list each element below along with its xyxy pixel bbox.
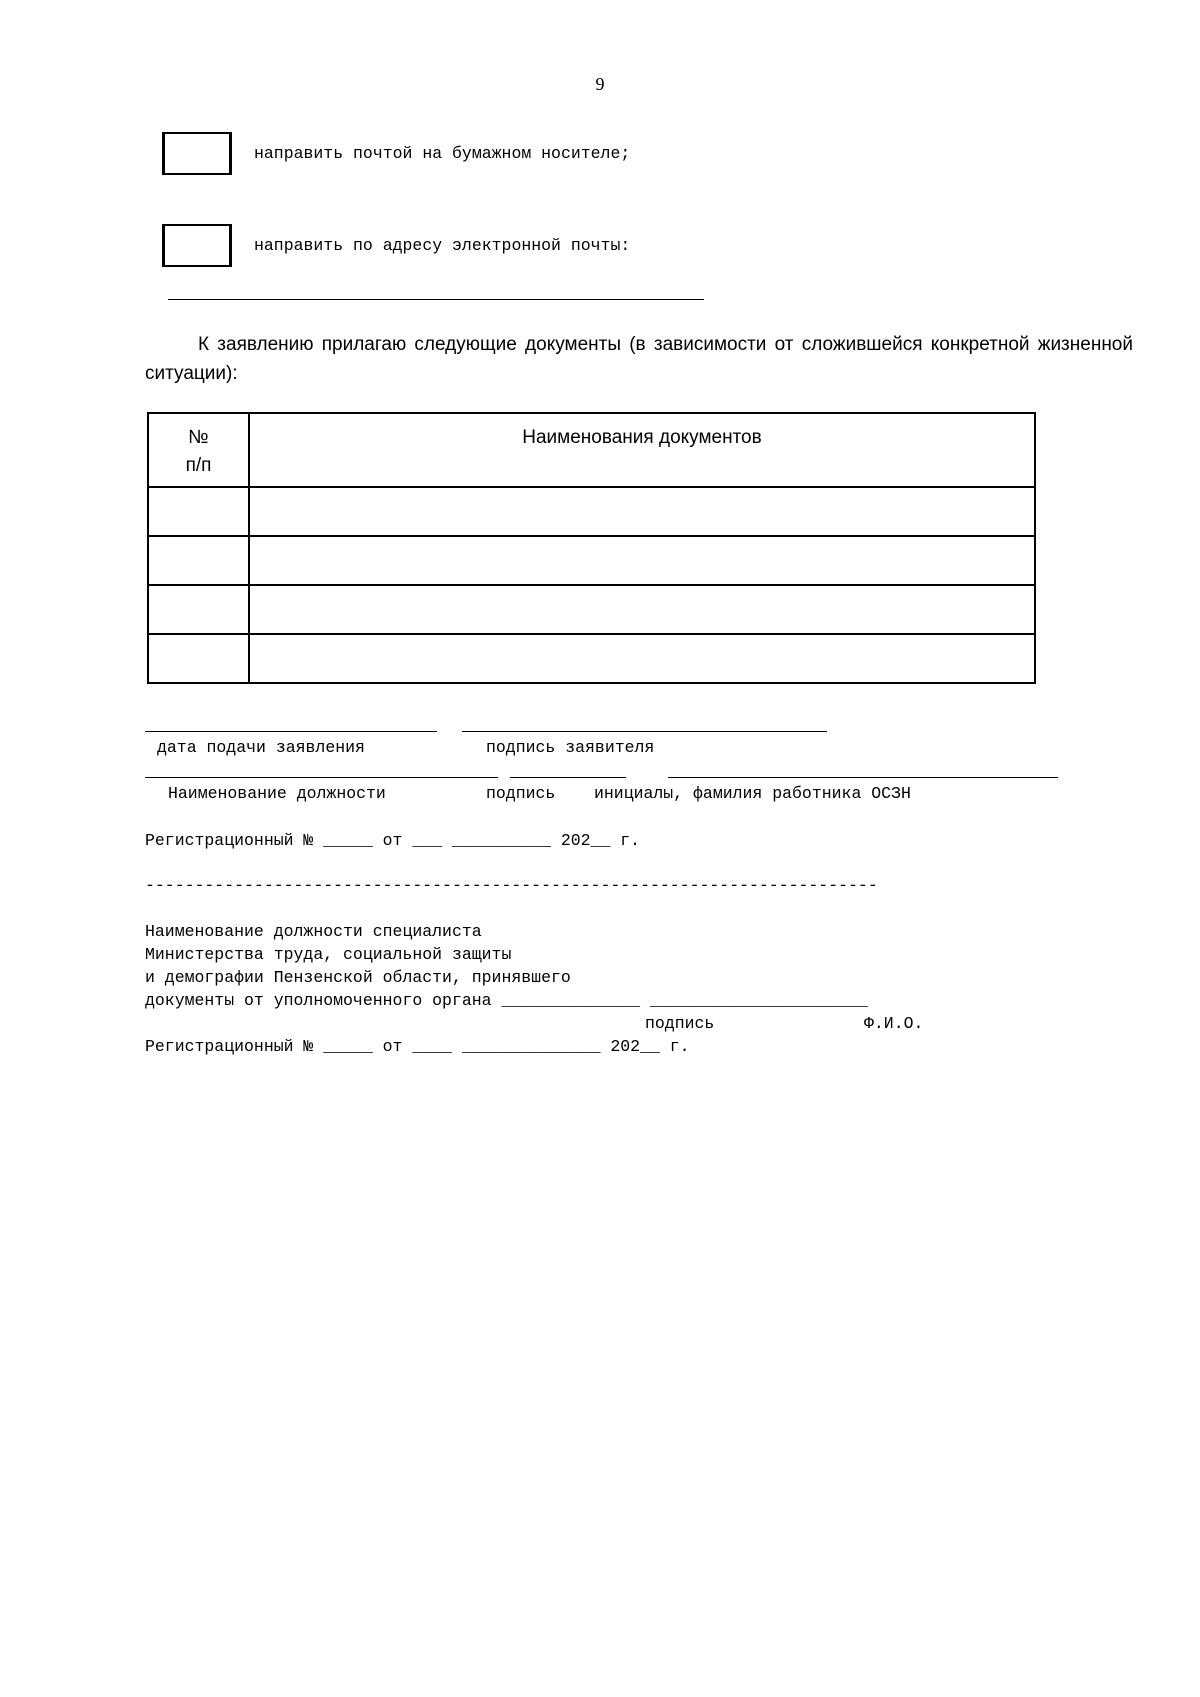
employee-signature-caption: подпись xyxy=(486,784,556,803)
table-cell-document-name[interactable] xyxy=(249,585,1035,634)
table-row xyxy=(148,634,1035,683)
dashed-separator: -------------------------------------------------------------------------- xyxy=(145,876,878,895)
specialist-name-caption: Ф.И.О. xyxy=(864,1014,924,1033)
column-header-number-text: № п/п xyxy=(185,427,212,476)
table-row xyxy=(148,536,1035,585)
employee-signature-line[interactable] xyxy=(510,777,626,778)
applicant-signature-caption: подпись заявителя xyxy=(486,738,655,757)
specialist-signature-caption: подпись xyxy=(645,1014,715,1033)
registration-line-1: Регистрационный № _____ от ___ __________ 202__ г. xyxy=(145,831,641,850)
delivery-option-email-checkbox[interactable] xyxy=(162,224,232,267)
position-line[interactable] xyxy=(145,777,498,778)
specialist-line-3: и демографии Пензенской области, принявшего xyxy=(145,968,571,987)
email-address-line[interactable] xyxy=(168,299,704,300)
applicant-signature-line[interactable] xyxy=(462,731,827,732)
specialist-line-2: Министерства труда, социальной защиты xyxy=(145,945,512,964)
table-cell-document-name[interactable] xyxy=(249,487,1035,536)
table-cell-document-name[interactable] xyxy=(249,536,1035,585)
documents-table xyxy=(147,412,1036,684)
specialist-line-1: Наименование должности специалиста xyxy=(145,922,482,941)
position-caption: Наименование должности xyxy=(168,784,386,803)
page-number: 9 xyxy=(595,74,605,94)
column-header-document-name xyxy=(249,413,1035,487)
registration-line-2: Регистрационный № _____ от ____ ______________ 202__ г. xyxy=(145,1037,690,1056)
employee-name-line[interactable] xyxy=(668,777,1058,778)
delivery-option-mail-label: направить почтой на бумажном носителе; xyxy=(254,144,631,163)
table-row xyxy=(148,487,1035,536)
table-row xyxy=(148,585,1035,634)
delivery-option-email-label: направить по адресу электронной почты: xyxy=(254,236,631,255)
documents-table-header xyxy=(148,413,1035,487)
table-cell-number[interactable] xyxy=(148,487,249,536)
specialist-line-4: документы от уполномоченного органа ______________ ______________________ xyxy=(145,991,868,1010)
table-cell-number[interactable] xyxy=(148,585,249,634)
submission-date-line[interactable] xyxy=(145,731,437,732)
submission-date-caption: дата подачи заявления xyxy=(157,738,365,757)
table-cell-document-name[interactable] xyxy=(249,634,1035,683)
table-cell-number[interactable] xyxy=(148,536,249,585)
column-header-number xyxy=(148,413,249,487)
delivery-option-mail-checkbox[interactable] xyxy=(162,132,232,175)
employee-name-caption: инициалы, фамилия работника ОСЗН xyxy=(594,784,911,803)
attachments-paragraph: К заявлению прилагаю следующие документы (в зависимости от сложившейся конкретной жизненной ситуации): xyxy=(145,334,1133,384)
table-cell-number[interactable] xyxy=(148,634,249,683)
column-header-document-name-text: Наименования документов xyxy=(522,427,762,448)
